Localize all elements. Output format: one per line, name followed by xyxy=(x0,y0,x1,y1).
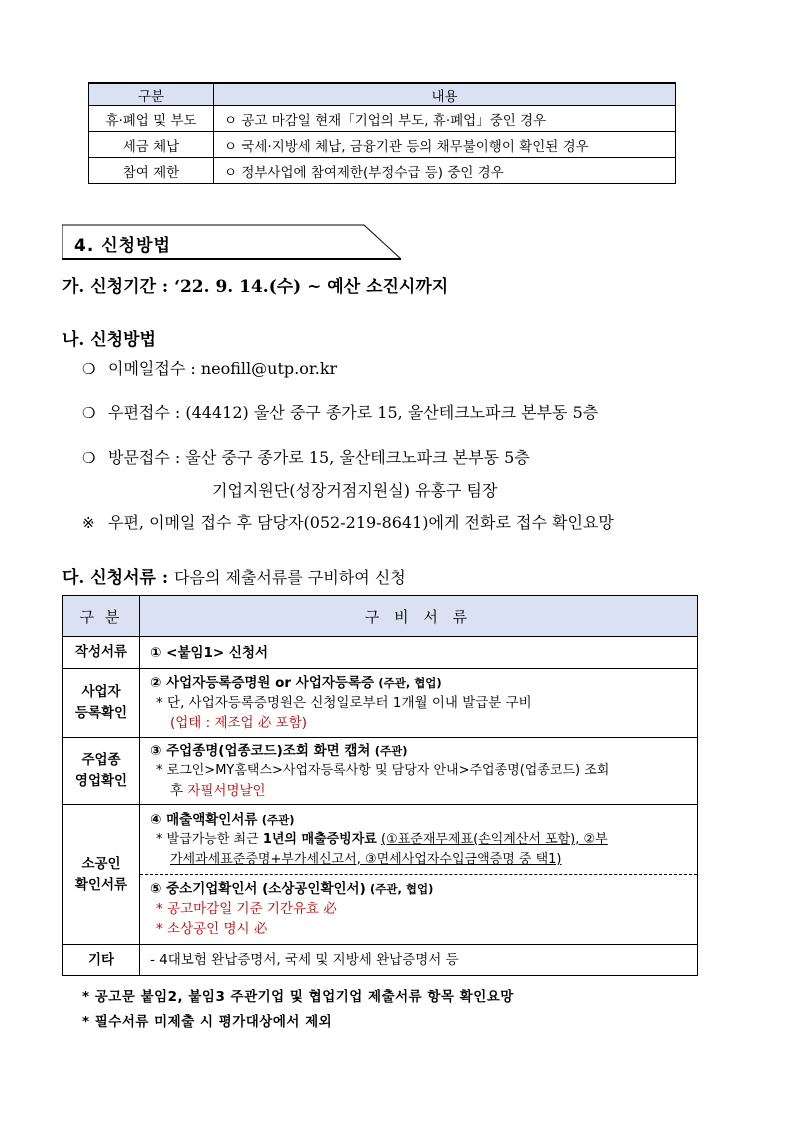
reference-mark-icon: ※ xyxy=(82,514,95,532)
row-category: 소공인 확인서류 xyxy=(63,805,140,945)
footnote: * 공고문 붙임2, 붙임3 주관기업 및 협업기업 제출서류 항목 확인요망 xyxy=(82,989,514,1005)
documents-heading xyxy=(62,563,406,588)
table-header-category: 구 분 xyxy=(63,596,140,637)
documents-desc: 다음의 제출서류를 구비하여 신청 xyxy=(174,568,406,587)
table-header-content: 내용 xyxy=(214,83,676,106)
row-category: 세금 체납 xyxy=(89,132,214,158)
table-row xyxy=(63,669,698,738)
row-item: ② 사업자등록증명원 or 사업자등록증 (주관, 협업) * 단, 사업자등록증명원은 신청일로부터 1개월 이내 발급분 구비 (업태 : 제조업 必 포함) xyxy=(140,669,698,738)
row-category: 작성서류 xyxy=(63,637,140,669)
row-item: ④ 매출액확인서류 (주관) * 발급가능한 최근 1년의 매출증빙자료 (①표준재무제표(손익계산서 포함), ②부 가세과세표준증명+부가세신고서, ③면세사업자수입금액증명 중 택1) ⑤ 중소기업확인서 (소상공인확인서) (주관, 협업) * 공고마감일 기준 기간유효 必 * 소상공인 명시 必 xyxy=(140,805,698,945)
method-email-text: 이메일접수 : neofill@utp.or.kr xyxy=(108,359,338,378)
application-period xyxy=(62,272,448,297)
section-title: 신청방법 xyxy=(101,236,171,256)
row-content: ㅇ 국세·지방세 체납, 금융기관 등의 채무불이행이 확인된 경우 xyxy=(214,132,676,158)
table-row xyxy=(63,805,698,945)
footnote: * 필수서류 미제출 시 평가대상에서 제외 xyxy=(82,1014,333,1030)
method-email xyxy=(82,356,337,379)
table-row xyxy=(63,637,698,669)
table-row xyxy=(89,158,676,184)
method-post-text: 우편접수 : (44412) 울산 중구 종가로 15, 울산테크노파크 본부동 5층 xyxy=(108,403,599,422)
period-value: ‘22. 9. 14.(수) ~ 예산 소진시까지 xyxy=(174,277,449,297)
row-item: ① <붙임1> 신청서 xyxy=(140,637,698,669)
table-header-category: 구분 xyxy=(89,83,214,106)
table-row xyxy=(63,945,698,976)
row-item: ③ 주업종명(업종코드)조회 화면 캡쳐 (주관) * 로그인>MY홈택스>사업자등록사항 및 담당자 안내>주업종명(업종코드) 조회 후 자필서명날인 xyxy=(140,738,698,805)
row-category: 참여 제한 xyxy=(89,158,214,184)
section-number: 4. xyxy=(74,236,95,256)
period-label: 가. 신청기간 : xyxy=(62,277,169,297)
documents-table xyxy=(62,595,698,976)
row-item: - 4대보험 완납증명서, 국세 및 지방세 완납증명서 등 xyxy=(140,945,698,976)
section-heading xyxy=(62,224,402,260)
row-content: ㅇ 정부사업에 참여제한(부정수급 등) 중인 경우 xyxy=(214,158,676,184)
method-visit-line2: 기업지원단(성장거점지원실) 유홍구 팀장 xyxy=(212,481,498,500)
table-row xyxy=(89,106,676,132)
circle-bullet-icon: ❍ xyxy=(82,404,96,422)
method-post xyxy=(82,400,598,423)
dashed-divider: ⑤ 중소기업확인서 (소상공인확인서) (주관, 협업) * 공고마감일 기준 기간유효 必 * 소상공인 명시 必 xyxy=(140,874,697,939)
method-visit xyxy=(82,445,530,468)
row-category: 사업자 등록확인 xyxy=(63,669,140,738)
table-row xyxy=(63,738,698,805)
row-category: 주업종 영업확인 xyxy=(63,738,140,805)
method-note-text: 우편, 이메일 접수 후 담당자(052-219-8641)에게 전화로 접수 확인요망 xyxy=(108,513,614,532)
method-note xyxy=(82,510,614,533)
table-header-documents: 구 비 서 류 xyxy=(140,596,698,637)
table-row xyxy=(89,132,676,158)
circle-bullet-icon: ❍ xyxy=(82,449,96,467)
row-category: 휴·폐업 및 부도 xyxy=(89,106,214,132)
documents-label: 다. 신청서류 : xyxy=(62,568,169,588)
exclusion-table xyxy=(88,82,676,184)
row-category: 기타 xyxy=(63,945,140,976)
circle-bullet-icon: ❍ xyxy=(82,360,96,378)
method-visit-text: 방문접수 : 울산 중구 종가로 15, 울산테크노파크 본부동 5층 xyxy=(108,448,530,467)
method-heading: 나. 신청방법 xyxy=(62,330,156,350)
row-content: ㅇ 공고 마감일 현재「기업의 부도, 휴·폐업」중인 경우 xyxy=(214,106,676,132)
